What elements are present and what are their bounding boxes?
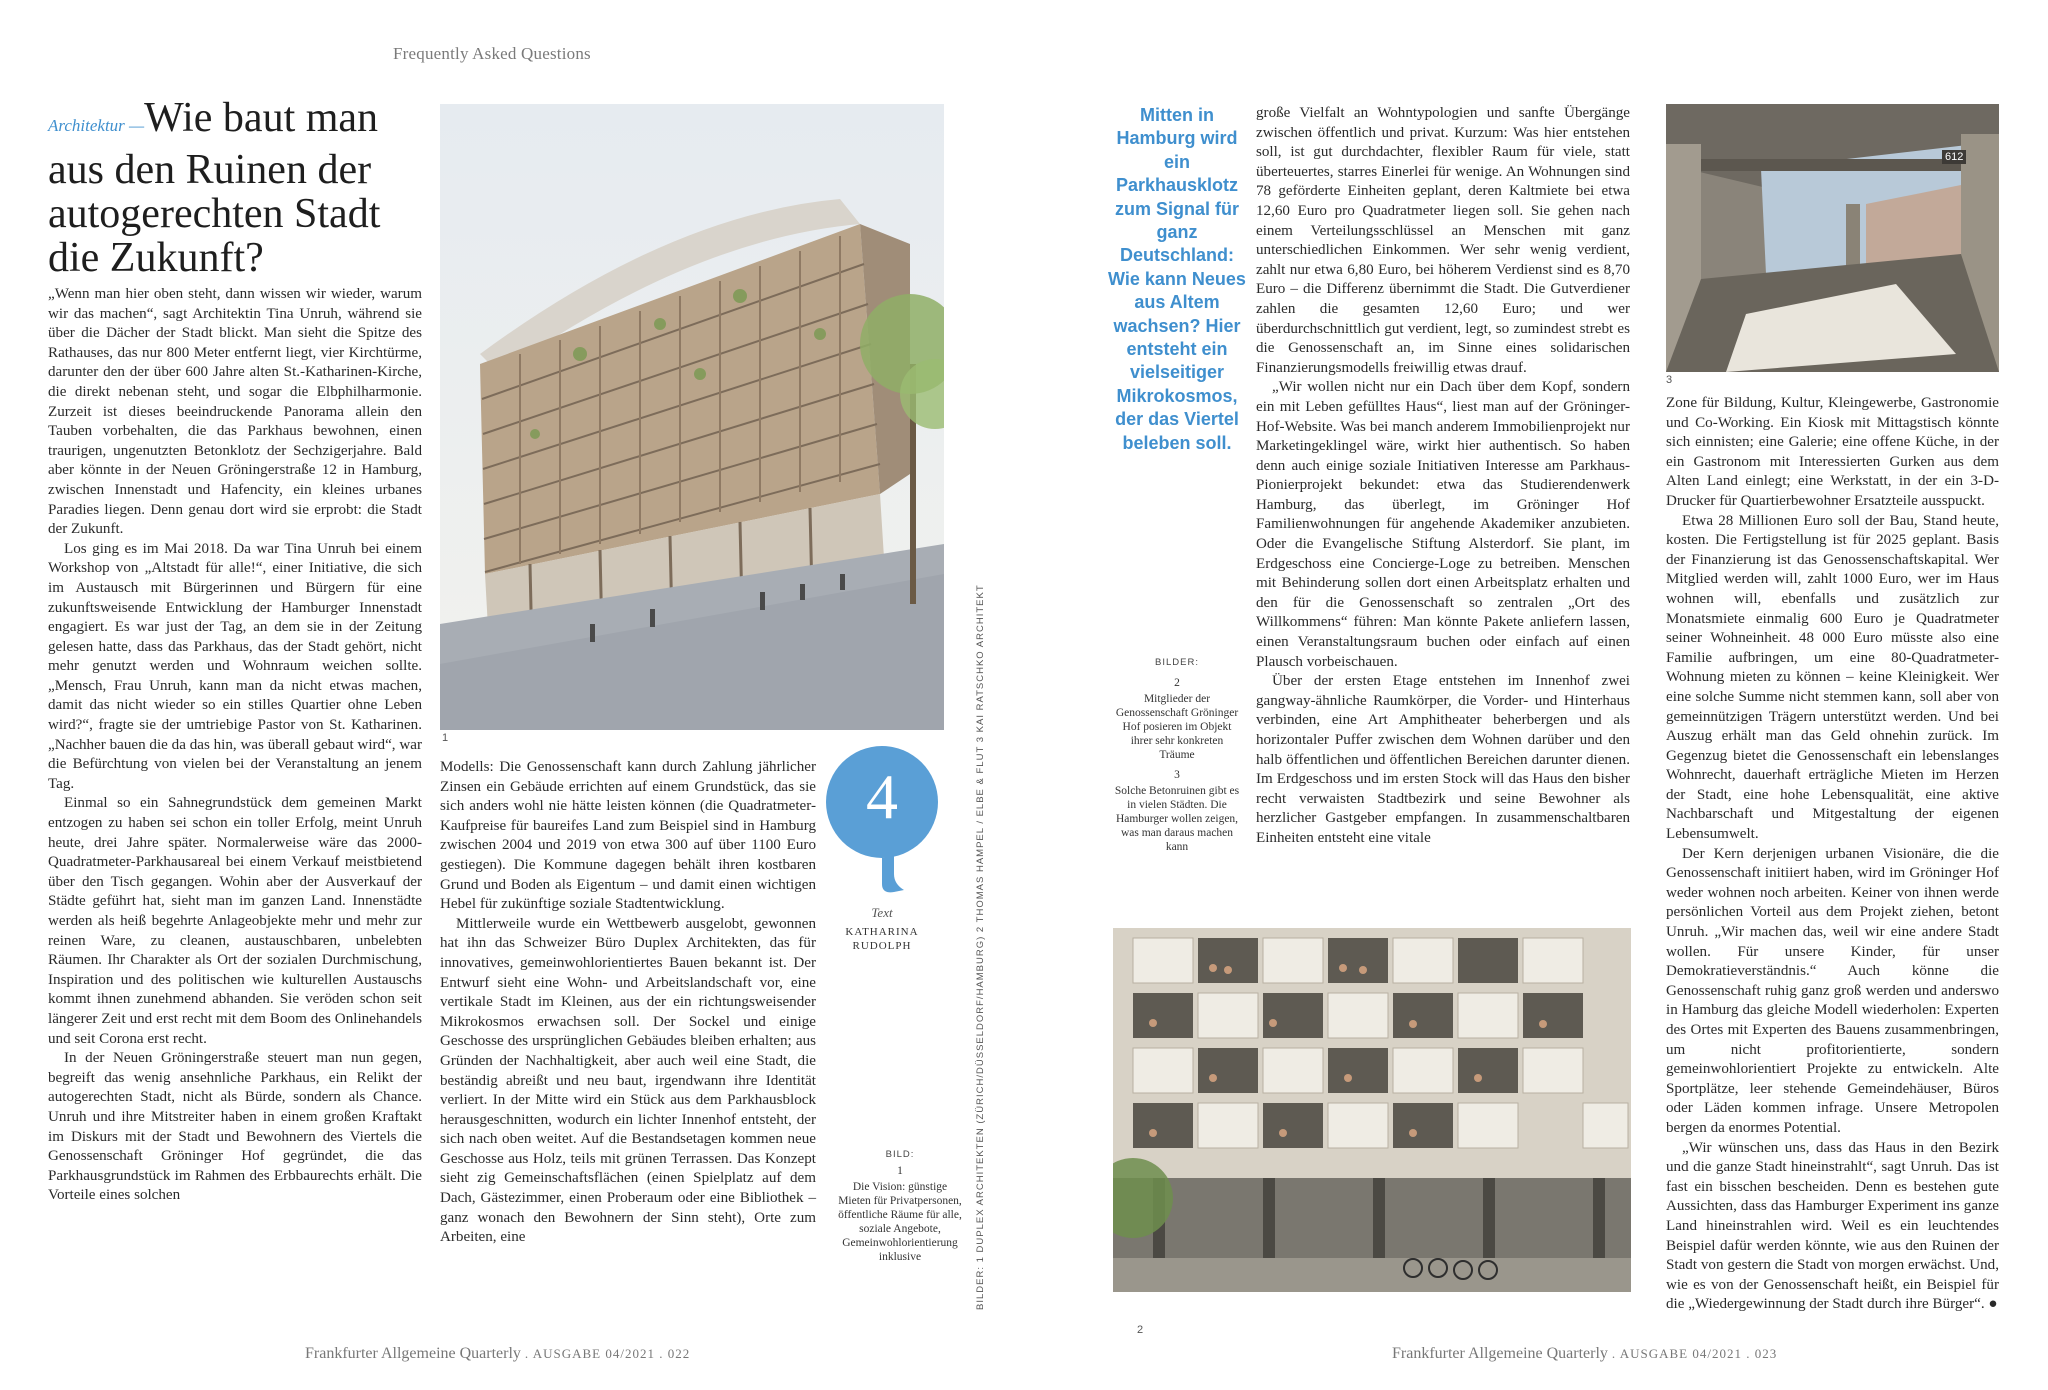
building-rendering-illustration: [440, 104, 944, 730]
author-credit: [820, 905, 944, 953]
page-title: Wie baut man aus den Ruinen der autogerechten Stadt die Zukunft?: [48, 95, 381, 281]
caption-heading: BILD:: [885, 1149, 915, 1160]
garage-photo-illustration: [1113, 928, 1631, 1292]
article-column-1: [48, 285, 422, 1206]
author-name: KATHARINA RUDOLPH: [845, 926, 919, 952]
image-credits: BILDER: 1 DUPLEX ARCHITEKTEN (ZÜRICH/DÜSSELDORF/HAMBURG) 2 THOMAS HAMPEL / ELBE & FLUT 3 KAI RATSCHKO ARCHITEKT: [975, 584, 986, 1310]
credit-label: Text: [871, 905, 893, 920]
paragraph: Über der ersten Etage entstehen im Innenhof zwei gangway-ähnliche Raumkörper, die Vorder- und Hinterhaus verbinden, eine Art Amphitheater beherbergen und als horizontaler Puffer zwischen dem Wohnen darüber und den halb öffentlichen und öffentlichen Bereichen darunter dienen. Im Erdgeschoss und im ersten Stock will das Haus den bisher recht verwaisten Stadtbezirk und seine Bewohner als herzlicher Gastgeber empfangen. In zusammenschaltbaren Einheiten entsteht eine vitale: [1256, 673, 1630, 846]
paragraph: große Vielfalt an Wohntypologien und sanfte Übergänge zwischen öffentlich und privat. Kurzum: Was hier entstehen soll, ist gut durchdachter, flexibler Raum für viele, statt überteuertes, starres Einerlei für wenige. An Wohnungen sind 78 geförderte Einheiten geplant, deren Kaltmiete bei etwa 12,60 Euro pro Quadratmeter liegen soll. Sie gehen nach einem Verteilungsschlüssel an Menschen mit ganz unterschiedlichen Einkommen. Wer sehr wenig verdient, zahlt nur etwa 6,80 Euro, bei höherem Verdienst sind es 8,70 Euro – die Differenz übernimmt die Stadt. Die Gutverdiener zahlen die gesamten 12,60 Euro; und wer überdurchschnittlich gut verdient, legt, so zumindest strebt es die Genossenschaft an, im Sinne eines solidarischen Finanzierungsmodells freiwillig etwas drauf.: [1256, 105, 1630, 376]
pull-quote: Mitten in Hamburg wird ein Parkhausklotz zum Signal für ganz Deutschland: Wie kann Neues aus Altem wachsen? Hier entsteht ein vielseitiger Mikrokosmos, der das Viertel beleben soll.: [1108, 105, 1246, 453]
article-column-2: [440, 758, 816, 1248]
paragraph: Los ging es im Mai 2018. Da war Tina Unruh bei einem Workshop von „Altstadt für alle!“, einer Initiative, die sich im Austausch mit Bürgerinnen und Bürgern für eine zukunftsweisende Entwicklung der Hamburger Innenstadt engagiert. Es war just der Tag, an dem sie in der Zeitung gelesen hatte, dass das Parkhaus, das der Stadt gehört, nicht mehr genutzt werden und Wohnraum weichen sollte. „Mensch, Frau Unruh, kann man da nicht etwas machen, damit das nicht wieder so ein stilles Quartier ohne Leben wird?“, fragte sie der umtriebige Pastor von St. Katharinen. „Nachher bauen die da das hin, was überall gebaut wird“, war die Befürchtung von vielen bei der Veranstaltung an jenem Tag.: [48, 540, 422, 792]
deck-photo-illustration: [1666, 104, 1999, 372]
paragraph: Der Kern derjenigen urbanen Visionäre, die die Genossenschaft initiiert haben, wird im Gröninger Hof weder wohnen noch arbeiten. Keiner von ihnen werde persönlichen Vorteil aus dem Projekt ziehen, betont Unruh. „Wir machen das, weil wir eine andere Stadt wollen. Für unsere Kinder, für unser Demokratieverständnis.“ Auch könne die Genossenschaft ruhig ganz groß werden und anderswo in Hamburg das gleiche Modell wiederholen: Experten des Ortes mit Experten des Bauens zusammenbringen, um nicht profitorientierte, sondern gemeinwohlorientiert Projekte zu entwickeln. Alte Sportplätze, leer stehende Gemeindehäuser, Büros oder Läden kommen infrage. Unsere Metropolen bergen da enormes Potential.: [1666, 845, 1999, 1136]
paragraph: Modells: Die Genossenschaft kann durch Zahlung jährlicher Zinsen ein Gebäude errichten auf einem Grundstück, das sie sich anders wohl nie hätte leisten können (die Quadratmeter-Kaufpreise für baureifes Land zum Beispiel sind in Hamburg zwischen 2004 und 2019 von etwa 300 auf über 1100 Euro gestiegen). Die Kommune dagegen behält ihren kostbaren Grund und Boden als Eigentum – und damit einen wichtigen Hebel für zukünftige soziale Stadtentwicklung.: [440, 759, 816, 913]
paragraph: Etwa 28 Millionen Euro soll der Bau, Stand heute, kosten. Die Fertigstellung ist für 2025 geplant. Basis der Finanzierung ist das Genossenschaftskapital. Wer Mitglied werden will, zahlt 1000 Euro, wer im Haus wohnen will, ebenfalls und zusätzlich zur Monatsmiete einmalig 600 Euro je Quadratmeter seiner Wohneinheit. 48 000 Euro müsste also eine Familie aufbringen, um eine 80-Quadratmeter-Wohnung mieten zu können – keine Kleinigkeit. Wer eine solche Summe nicht stemmen kann, soll aber von gemeinnützigen Trägern unterstützt werden. Und bei Auszug erhält man das Geld ohnehin zurück. Im Gegenzug bietet die Genossenschaft ein lebenslanges Wohnrecht, dauerhaft erträgliche Mieten im Herzen der Stadt, eine hohe Lebensqualität, eine aktive Nachbarschaft und Mitgestaltung der eigenen Lebensumwelt.: [1666, 512, 1999, 843]
question-number-badge: [824, 744, 940, 894]
image-number-3: 3: [1666, 374, 1673, 386]
caption-text: Solche Betonruinen gibt es in vielen Städten. Die Hamburger wollen zeigen, was man daraus machen kann: [1114, 785, 1240, 853]
rendering-image: [440, 104, 944, 730]
caption-text: Die Vision: günstige Mieten für Privatpersonen, öffentliche Räume für alle, soziale Angebote, Gemeinwohlorientierung inklusive: [838, 1181, 962, 1263]
paragraph: „Wir wollen nicht nur ein Dach über dem Kopf, sondern ein mit Leben gefülltes Haus“, liest man auf der Gröninger-Hof-Website. Was bei manch anderem Immobilienprojekt nur Marketingeklingel wäre, wirkt hier authentisch. So haben denn auch einige soziale Initiativen Interesse am Parkhaus-Pionierprojekt bekundet: etwa das Studierendenwerk Hamburg, das überlegt, im Gröninger Hof Familienwohnungen für angehende Akademiker anzubieten. Oder die Evangelische Stiftung Alsterdorf. Sie plant, im Erdgeschoss eine Concierge-Loge zu betreiben. Menschen mit Behinderung sollen dort einen Arbeitsplatz erhalten und den für die Genossenschaft so zentralen „Ort des Willkommens“ führen: Man könnte Pakete anliefern lassen, einen Veranstaltungsraum buchen oder einfach auf einen Plausch vorbeischauen.: [1256, 379, 1630, 670]
issue-page: . AUSGABE 04/2021 . 022: [524, 1346, 691, 1361]
big-number: 4: [866, 761, 898, 832]
article-column-4: [1666, 394, 1999, 1315]
parking-garage-photo: [1113, 928, 1631, 1292]
issue-page: . AUSGABE 04/2021 . 023: [1611, 1346, 1778, 1361]
parking-deck-photo: [1666, 104, 1999, 372]
paragraph: Einmal so ein Sahnegrundstück dem gemeinen Markt entzogen zu haben sei schon ein toller Erfolg, meint Unruh heute, drei Jahre später. Normalerweise wäre das 2000-Quadratmeter-Parkhausareal bei einem Verkauf meistbietend über den Tisch gegangen. Wohin aber der Ausverkauf der Städte geführt hat, sieht man im ganzen Land. Innenstädte werden als heiß begehrte Anlageobjekte mehr und mehr zur reinen Ware, zu cleanen, austauschbaren, unbelebten Räumen. Ihr Charakter als Ort der sozialen Durchmischung, Inspiration und des politischen wie kulturellen Austauschs kommt ihnen zunehmend abhanden. Sie veröden schon seit längerer Zeit und erst recht mit dem Boom des Onlinehandels und seit Corona erst recht.: [48, 795, 422, 1047]
caption-images-2-3: [1113, 656, 1241, 854]
footer-right: [1392, 1345, 1777, 1363]
magazine-name: Frankfurter Allgemeine Quarterly: [305, 1345, 521, 1362]
paragraph: Mittlerweile wurde ein Wettbewerb ausgelobt, gewonnen hat ihn das Schweizer Büro Duplex Architekten, das für innovatives, gemeinwohlorientiertes Bauen bekannt ist. Der Entwurf sieht eine Wohn- und Arbeitslandschaft vor, eine vertikale Stadt im Kleinen, aus der ein richtungsweisender Mikrokosmos erwachsen soll. Der Sockel und einige Geschosse des ursprünglichen Gebäudes bleiben erhalten; aus Gründen der Nachhaltigkeit, aber auch weil eine Stadt, die beständig abreißt und neu baut, irgendwann ihre Identität verliert. In der Mitte wird ein Stück aus dem Parkhausblock herausgeschnitten, wodurch ein lichter Innenhof entsteht, der sich nach oben weitet. Auf die Bestandsetagen kommen neue Geschosse aus Holz, teils mit grünen Terrassen. Das Konzept sieht zig Gemeinschaftsflächen (einen Spielplatz auf dem Dach, Gästezimmer, einen Proberaum oder eine Bibliothek – ganz wonach den Bewohnern der Sinn steht), Orte zum Arbeiten, eine: [440, 915, 816, 1246]
caption-number: 3: [1174, 769, 1180, 781]
image-number-1: 1: [442, 732, 449, 744]
paragraph: Zone für Bildung, Kultur, Kleingewerbe, Gastronomie und Co-Working. Ein Kiosk mit Mittagstisch könnte sich einnisten; eine Galerie; eine offene Küche, in der ein Gastronom mit Interessierten Gurken aus dem Alten Land einlegt; eine Werkstatt, in der ein 3-D-Drucker für Quartierbewohner Ersatzteile ausspuckt.: [1666, 395, 1999, 509]
caption-number: 2: [1174, 677, 1180, 689]
caption-heading: BILDER:: [1155, 657, 1199, 668]
caption-text: Mitglieder der Genossenschaft Gröninger Hof posieren im Objekt ihrer sehr konkreten Träume: [1115, 693, 1239, 761]
article-column-3: [1256, 104, 1630, 849]
caption-image-1: [838, 1148, 962, 1264]
caption-number: 1: [897, 1165, 903, 1177]
level-sign: 612: [1942, 150, 1966, 164]
section-kicker: Architektur —: [48, 116, 145, 135]
footer-left: [305, 1345, 690, 1363]
paragraph: In der Neuen Gröningerstraße steuert man nun gegen, begreift das wenig ansehnliche Parkhaus, ein Relikt der autogerechten Stadt, nicht als Bürde, sondern als Chance. Unruh und ihre Mitstreiter haben in einem großen Kraftakt im Diskurs mit der Stadt und Bewohnern des Viertels die Genossenschaft Gröninger Hof gegründet, die das Parkhausgrundstück im Rahmen des Erbbaurechts erhält. Die Vorteile eines solchen: [48, 1050, 422, 1204]
article-headline: [48, 96, 438, 280]
magazine-name: Frankfurter Allgemeine Quarterly: [1392, 1345, 1608, 1362]
image-number-2: 2: [1137, 1324, 1144, 1336]
paragraph: „Wenn man hier oben steht, dann wissen wir wieder, warum wir das machen“, sagt Architektin Tina Unruh, während sie über die Dächer der Stadt blickt. Man sieht die Spitze des Rathauses, das nur 800 Meter entfernt liegt, vier Kirchtürme, darunter den der über 600 Jahre alten St.-Katharinen-Kirche, die direkt nebenan steht, und sogar die Elbphilharmonie. Zurzeit ist dieses beeindruckende Panorama allein den Tauben vorbehalten, die das Parkhaus bewohnen, einen traurigen, ungenutzten Betonklotz der Sechzigerjahre. Bald aber könnte in der Neuen Gröningerstraße 12 in Hamburg, zwischen Innenstadt und Hafencity, ein kleines urbanes Paradies liegen. Denn genau dort wird sie erprobt: die Stadt der Zukunft.: [48, 286, 422, 538]
paragraph: „Wir wünschen uns, dass das Haus in den Bezirk und die ganze Stadt hineinstrahlt“, sagt Unruh. Das ist fast ein bisschen bescheiden. Denn es bestehen gute Aussichten, dass das Hamburger Experiment ins ganze Land hineinstrahlen wird. Weil es ein leuchtendes Beispiel dafür werden könnte, wie aus den Ruinen der Stadt von gestern die Stadt von morgen erwächst. Und, wie es von der Genossenschaft heißt, ein Beispiel für die „Wiedergewinnung der Stadt durch ihre Bürger“. ●: [1666, 1139, 1999, 1313]
running-header: Frequently Asked Questions: [393, 44, 591, 63]
